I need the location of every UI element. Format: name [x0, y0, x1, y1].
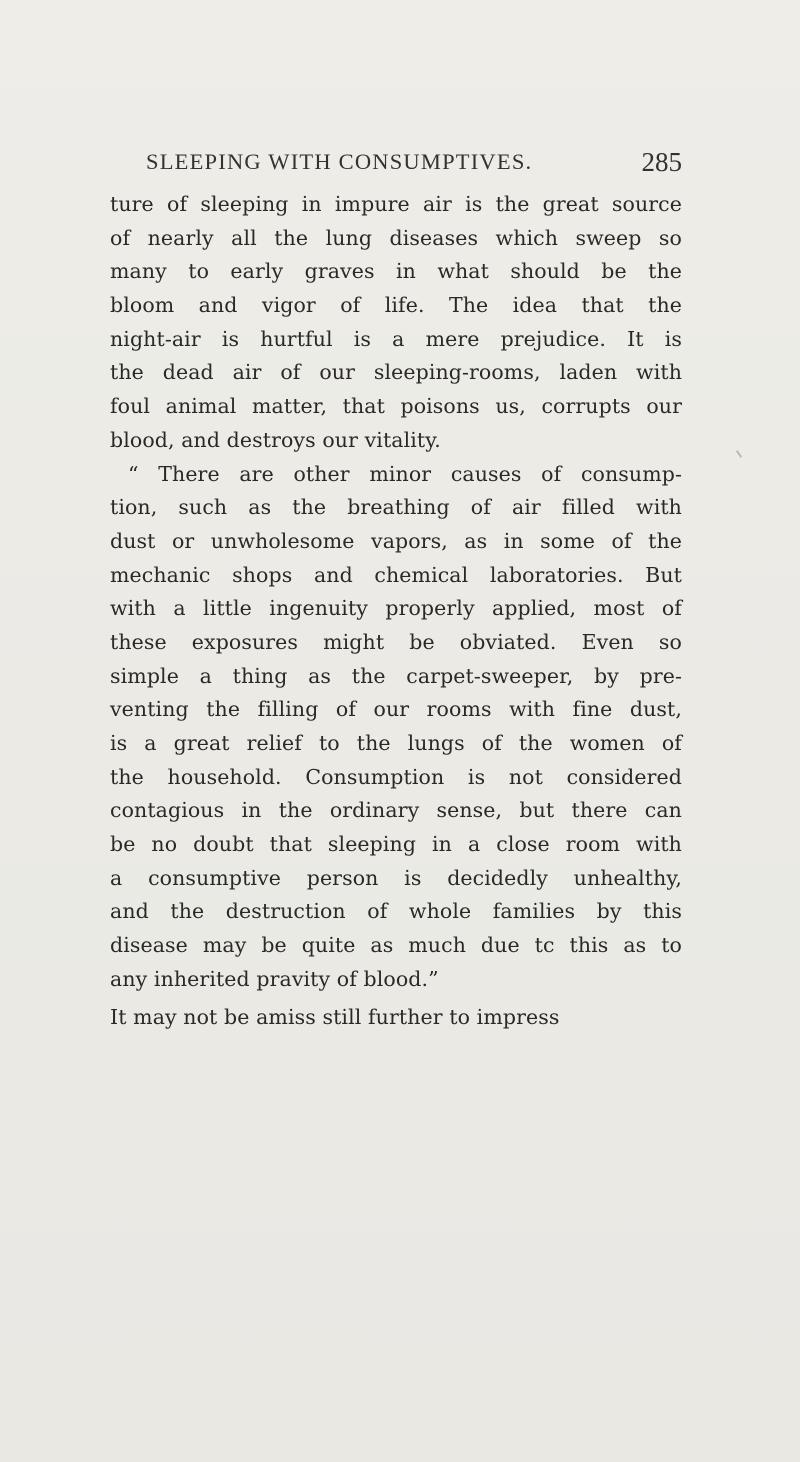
text-line: of nearly all the lung diseases which sweep so: [110, 225, 682, 250]
text-line: these exposures might be obviated. Even so: [110, 629, 682, 654]
text-line: with a little ingenuity properly applied, most of: [110, 596, 682, 621]
text-line: any inherited pravity of blood.”: [110, 966, 439, 991]
running-head: [146, 142, 682, 182]
text-line: the household. Consumption is not considered: [110, 764, 682, 789]
text-line: mechanic shops and chemical laboratories. But: [110, 562, 682, 587]
body-text: [110, 188, 682, 1034]
text-line: foul animal matter, that poisons us, corrupts our: [110, 394, 682, 419]
text-line: night-air is hurtful is a mere prejudice. It is: [110, 326, 682, 351]
text-line: simple a thing as the carpet-sweeper, by pre-: [110, 663, 682, 688]
text-line: tion, such as the breathing of air filled with: [110, 495, 682, 520]
text-line: and the destruction of whole families by this: [110, 899, 682, 924]
text-line: the dead air of our sleeping-rooms, laden with: [110, 360, 682, 385]
text-line: is a great relief to the lungs of the women of: [110, 731, 682, 755]
text-line: contagious in the ordinary sense, but there can: [110, 798, 682, 823]
text-line: ture of sleeping in impure air is the great source: [110, 192, 682, 216]
print-speck: [736, 450, 742, 458]
text-line: It may not be amiss still further to impress: [110, 1004, 560, 1029]
page-number: 285: [641, 147, 682, 177]
text-line: be no doubt that sleeping in a close room with: [110, 832, 682, 857]
text-line: blood, and destroys our vitality.: [110, 427, 441, 452]
running-title: SLEEPING WITH CONSUMPTIVES.: [146, 149, 533, 174]
text-line: many to early graves in what should be the: [110, 259, 682, 284]
text-line: bloom and vigor of life. The idea that the: [110, 293, 682, 318]
text-line: venting the filling of our rooms with fine dust,: [110, 697, 682, 722]
text-line: dust or unwholesome vapors, as in some of the: [110, 528, 682, 553]
text-line: “ There are other minor causes of consump-: [128, 461, 682, 486]
text-line: a consumptive person is decidedly unhealthy,: [110, 865, 682, 890]
text-line: disease may be quite as much due tc this as to: [110, 933, 682, 958]
